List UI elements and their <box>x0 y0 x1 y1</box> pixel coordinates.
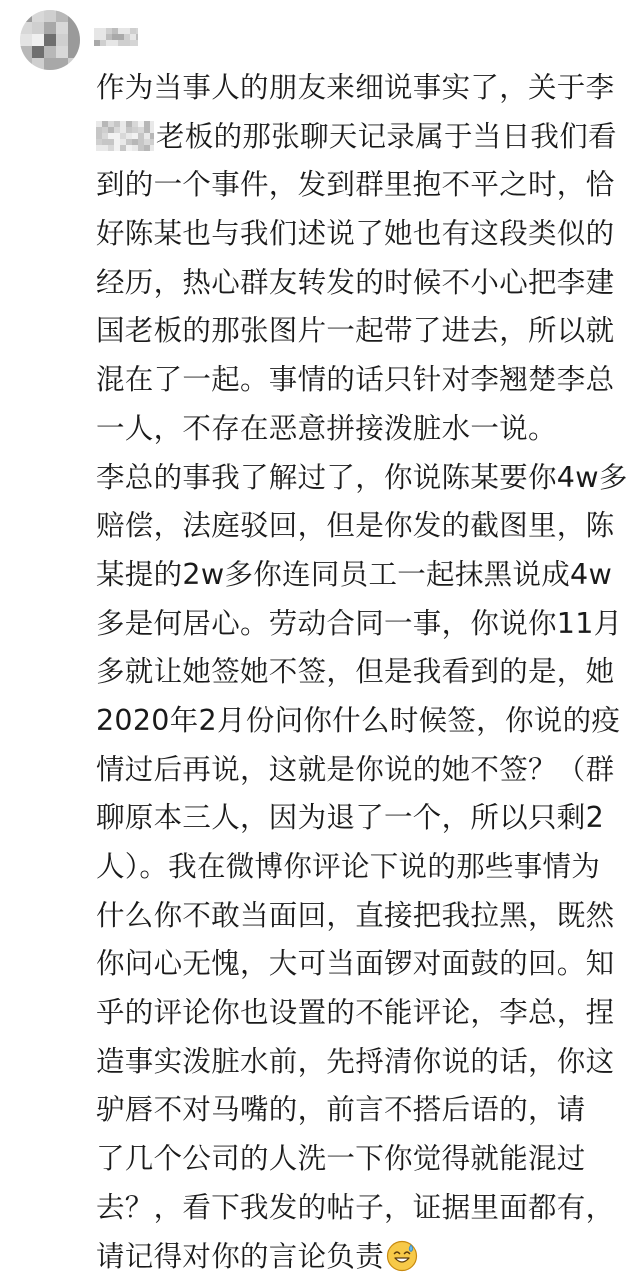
comment-line: 去？，看下我发的帖子，证据里面都有， <box>96 1184 624 1233</box>
avatar-mosaic-tile <box>32 58 44 70</box>
avatar-mosaic-tile <box>68 46 80 58</box>
redaction-mosaic-tile <box>150 145 154 151</box>
comment-line-text: 请记得对你的言论负责 <box>96 1240 384 1273</box>
comment-line: 驴唇不对马嘴的，前言不搭后语的，请 <box>96 1086 624 1135</box>
comment-line: 李总的事我了解过了，你说陈某要你4w多 <box>96 454 624 503</box>
comment-line: 人）。我在微博你评论下说的那些事情为 <box>96 843 624 892</box>
comment-line-text: 老板的那张聊天记录属于当日我们看 <box>156 120 617 153</box>
username[interactable] <box>94 28 138 46</box>
comment-body <box>96 64 624 1281</box>
avatar-mosaic-tile <box>56 22 68 34</box>
avatar-mosaic-tile <box>68 58 80 70</box>
avatar-mosaic-tile <box>32 34 44 46</box>
comment-line <box>96 1233 624 1281</box>
comment-line: 乎的评论你也设置的不能评论，李总，捏 <box>96 989 624 1038</box>
avatar-mosaic-tile <box>68 10 80 22</box>
smiling-face-with-sweat-icon <box>386 1240 418 1272</box>
avatar-mosaic-tile <box>44 10 56 22</box>
avatar-mosaic-tile <box>32 10 44 22</box>
comment-line: 情过后再说，这就是你说的她不签？（群 <box>96 746 624 795</box>
comment-line: 你问心无愧，大可当面锣对面鼓的回。知 <box>96 940 624 989</box>
avatar-mosaic-tile <box>68 34 80 46</box>
comment-line: 聊原本三人，因为退了一个，所以只剩2 <box>96 794 624 843</box>
avatar-mosaic-tile <box>44 58 56 70</box>
comment-line: 多是何居心。劳动合同一事，你说你11月 <box>96 600 624 649</box>
comment-line: 赔偿，法庭驳回，但是你发的截图里，陈 <box>96 502 624 551</box>
avatar-mosaic-tile <box>56 58 68 70</box>
avatar-mosaic-tile <box>56 10 68 22</box>
avatar-mosaic-tile <box>56 46 68 58</box>
avatar-mosaic-tile <box>44 22 56 34</box>
avatar-mosaic-tile <box>20 10 32 22</box>
avatar-mosaic-tile <box>20 34 32 46</box>
comment-line: 了几个公司的人洗一下你觉得就能混过 <box>96 1135 624 1184</box>
comment-line <box>96 113 624 162</box>
comment-line: 好陈某也与我们述说了她也有这段类似的 <box>96 210 624 259</box>
comment-line: 经历，热心群友转发的时候不小心把李建 <box>96 259 624 308</box>
username-mosaic-tile <box>136 40 138 46</box>
comment-line: 2020年2月份问你什么时候签，你说的疫 <box>96 697 624 746</box>
comment-line: 混在了一起。事情的话只针对李翘楚李总 <box>96 356 624 405</box>
avatar-mosaic-tile <box>68 22 80 34</box>
comment-line: 什么你不敢当面回，直接把我拉黑，既然 <box>96 892 624 941</box>
avatar-mosaic-tile <box>32 22 44 34</box>
avatar[interactable] <box>20 10 80 70</box>
comment-line: 某提的2w多你连同员工一起抹黑说成4w <box>96 551 624 600</box>
comment-line: 多就让她签她不签，但是我看到的是，她 <box>96 648 624 697</box>
comment-line: 一人，不存在恶意拼接泼脏水一说。 <box>96 405 624 454</box>
avatar-mosaic-tile <box>20 22 32 34</box>
avatar-mosaic-tile <box>20 46 32 58</box>
comment-line: 国老板的那张图片一起带了进去，所以就 <box>96 307 624 356</box>
comment-line: 到的一个事件，发到群里抱不平之时，恰 <box>96 161 624 210</box>
avatar-mosaic-tile <box>56 34 68 46</box>
comment-line: 造事实泼脏水前，先捋清你说的话，你这 <box>96 1038 624 1087</box>
avatar-mosaic-tile <box>32 46 44 58</box>
comment-line: 作为当事人的朋友来细说事实了，关于李 <box>96 64 624 113</box>
redacted-name-mosaic <box>96 121 154 151</box>
avatar-mosaic-tile <box>44 34 56 46</box>
avatar-mosaic-tile <box>20 58 32 70</box>
avatar-mosaic-tile <box>44 46 56 58</box>
